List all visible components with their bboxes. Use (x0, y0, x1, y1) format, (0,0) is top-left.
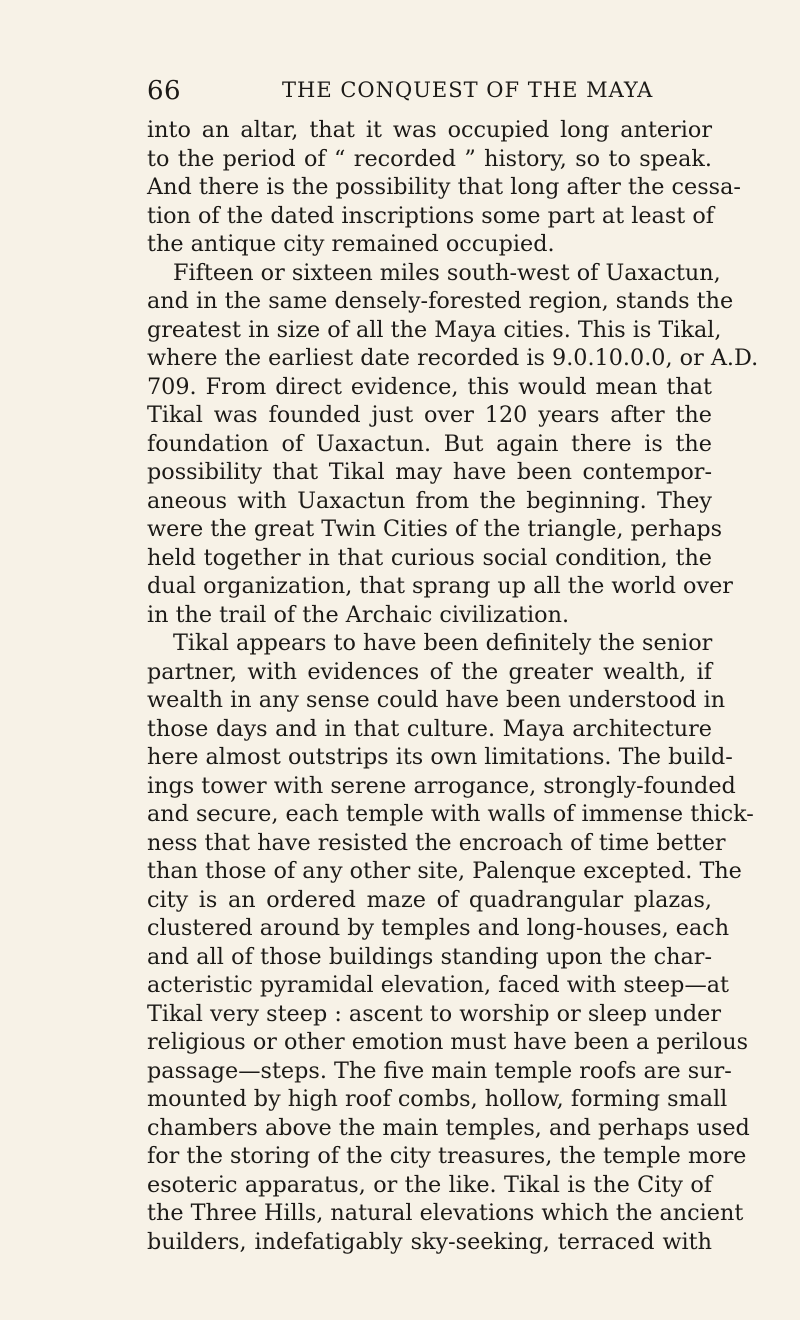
text-line: ness that have resisted the encroach of time better (147, 829, 726, 856)
text-line: 709. From direct evidence, this would mean that (147, 373, 712, 400)
text-line: the Three Hills, natural elevations which the ancient (147, 1200, 744, 1226)
text-line: city is an ordered maze of quadrangular plazas, (147, 886, 712, 913)
running-title: THE CONQUEST OF THE MAYA (282, 78, 654, 102)
text-line: tion of the dated inscriptions some part at least of (147, 202, 714, 229)
text-line: Tikal appears to have been definitely the senior (173, 630, 713, 656)
text-line: dual organization, that sprang up all the world over (147, 573, 733, 599)
text-line: and in the same densely-forested region, stands the (147, 288, 734, 314)
text-line: ings tower with serene arrogance, strongly-founded (147, 772, 736, 799)
text-line: and all of those buildings standing upon the char- (147, 943, 712, 970)
text-line: than those of any other site, Palenque excepted. The (147, 858, 742, 884)
text-line: passage—steps. The five main temple roofs are sur- (147, 1057, 732, 1084)
text-line: and secure, each temple with walls of immense thick- (147, 801, 754, 827)
text-line: for the storing of the city treasures, the temple more (147, 1143, 747, 1169)
text-line: builders, indefatigably sky-seeking, terraced with (147, 1228, 712, 1255)
text-line: esoteric apparatus, or the like. Tikal is the City of (147, 1171, 712, 1198)
text-line: were the great Twin Cities of the triangle, perhaps (147, 516, 723, 542)
text-line: the antique city remained occupied. (147, 231, 555, 257)
text-line: where the earliest date recorded is 9.0.10.0.0, or A.D. (147, 345, 759, 371)
text-line: clustered around by temples and long-houses, each (147, 915, 730, 941)
text-line: wealth in any sense could have been understood in (147, 687, 726, 713)
text-line: foundation of Uaxactun. But again there is the (147, 430, 712, 457)
text-line: in the trail of the Archaic civilization. (147, 601, 570, 628)
text-line: acteristic pyramidal elevation, faced with steep—at (147, 972, 730, 998)
text-line: And there is the possibility that long after the cessa- (147, 174, 741, 200)
text-line: greatest in size of all the Maya cities. This is Tikal, (147, 316, 722, 343)
text-line: held together in that curious social condition, the (147, 544, 712, 571)
page-number: 66 (147, 76, 182, 106)
body-text (147, 116, 759, 1256)
text-line: to the period of “ recorded ” history, so to speak. (147, 145, 712, 172)
text-line: Tikal very steep : ascent to worship or sleep under (147, 1000, 722, 1027)
text-line: mounted by high roof combs, hollow, forming small (147, 1086, 728, 1112)
text-line: aneous with Uaxactun from the beginning. They (147, 487, 712, 514)
text-line: Fifteen or sixteen miles south-west of Uaxactun, (173, 259, 721, 286)
text-line: possibility that Tikal may have been contempor- (147, 459, 712, 485)
text-line: partner, with evidences of the greater wealth, if (147, 658, 712, 685)
text-line: into an altar, that it was occupied long anterior (147, 117, 712, 143)
text-line: those days and in that culture. Maya architecture (147, 715, 712, 742)
running-head (147, 76, 712, 116)
text-line: chambers above the main temples, and perhaps used (147, 1114, 750, 1141)
text-line: religious or other emotion must have been a perilous (147, 1029, 749, 1055)
text-line: Tikal was founded just over 120 years after the (147, 402, 712, 428)
text-line: here almost outstrips its own limitations. The build- (147, 744, 733, 770)
